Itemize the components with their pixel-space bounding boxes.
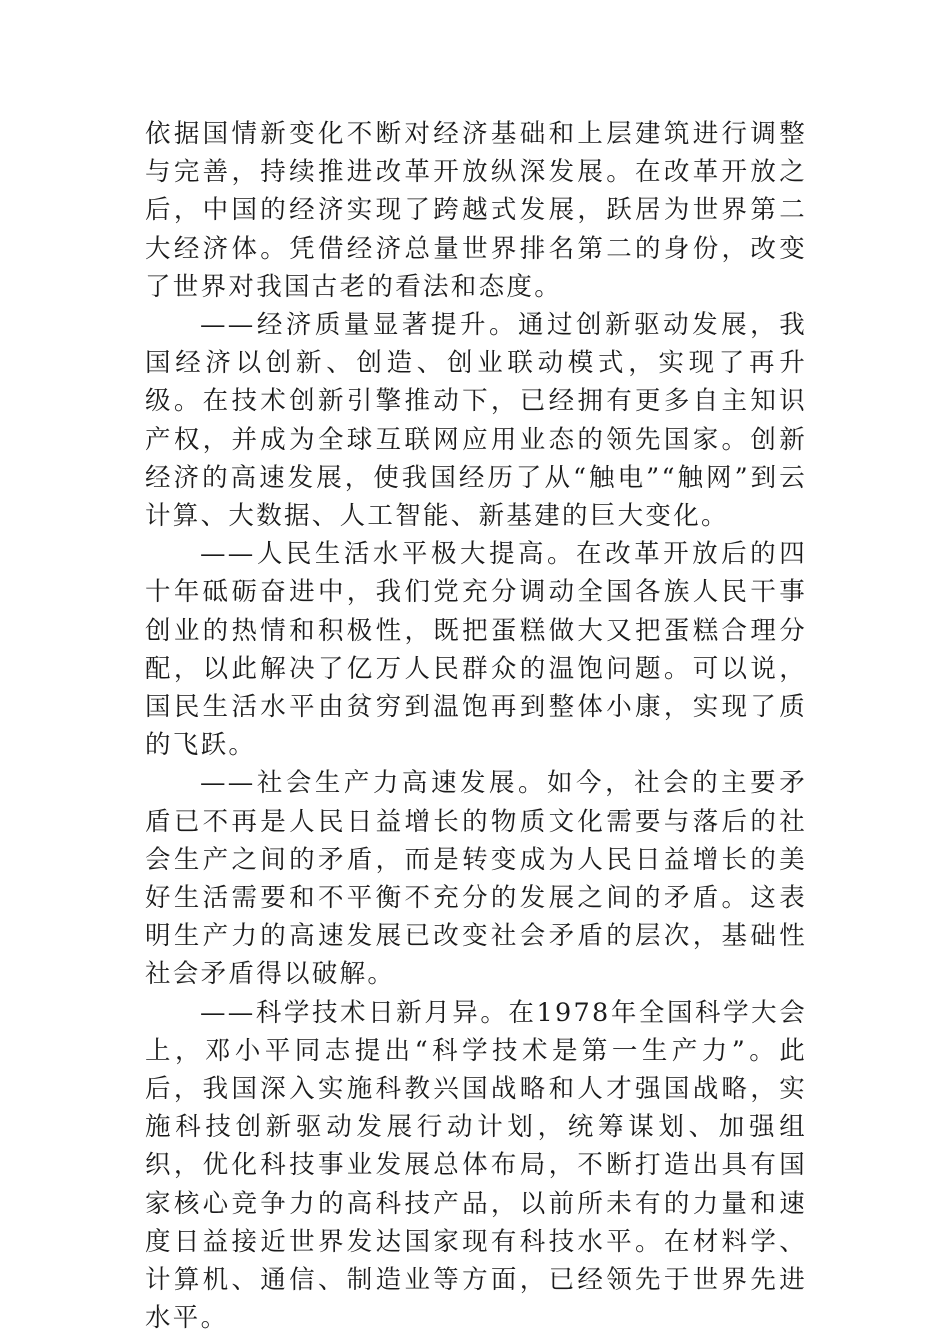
paragraph-science-technology: ——科学技术日新月异。在1978年全国科学大会上，邓小平同志提出“科学技术是第一生产力”。此后，我国深入实施科教兴国战略和人才强国战略，实施科技创新驱动发展行动计划，统筹谋划、加强组织，优化科技事业发展总体布局，不断打造出具有国家核心竞争力的高科技产品，以前所未有的力量和速度日益接近世界发达国家现有科技水平。在材料学、计算机、通信、制造业等方面，已经领先于世界先进水平。 xyxy=(145,997,807,1334)
paragraph-productivity: ——社会生产力高速发展。如今，社会的主要矛盾已不再是人民日益增长的物质文化需要与落后的社会生产之间的矛盾，而是转变成为人民日益增长的美好生活需要和不平衡不充分的发展之间的矛盾。这表明生产力的高速发展已改变社会矛盾的层次，基础性社会矛盾得以破解。 xyxy=(145,768,807,990)
paragraph-intro-continuation: 依据国情新变化不断对经济基础和上层建筑进行调整与完善，持续推进改革开放纵深发展。在改革开放之后，中国的经济实现了跨越式发展，跃居为世界第二大经济体。凭借经济总量世界排名第二的身份，改变了世界对我国古老的看法和态度。 xyxy=(145,119,807,302)
paragraph-economic-quality: ——经济质量显著提升。通过创新驱动发展，我国经济以创新、创造、创业联动模式，实现了再升级。在技术创新引擎推动下，已经拥有更多自主知识产权，并成为全球互联网应用业态的领先国家。创新经济的高速发展，使我国经历了从“触电”“触网”到云计算、大数据、人工智能、新基建的巨大变化。 xyxy=(145,310,807,532)
document-body xyxy=(145,115,807,1338)
paragraph-living-standards: ——人民生活水平极大提高。在改革开放后的四十年砥砺奋进中，我们党充分调动全国各族人民干事创业的热情和积极性，既把蛋糕做大又把蛋糕合理分配，以此解决了亿万人民群众的温饱问题。可以说，国民生活水平由贫穷到温饱再到整体小康，实现了质的飞跃。 xyxy=(145,539,807,761)
